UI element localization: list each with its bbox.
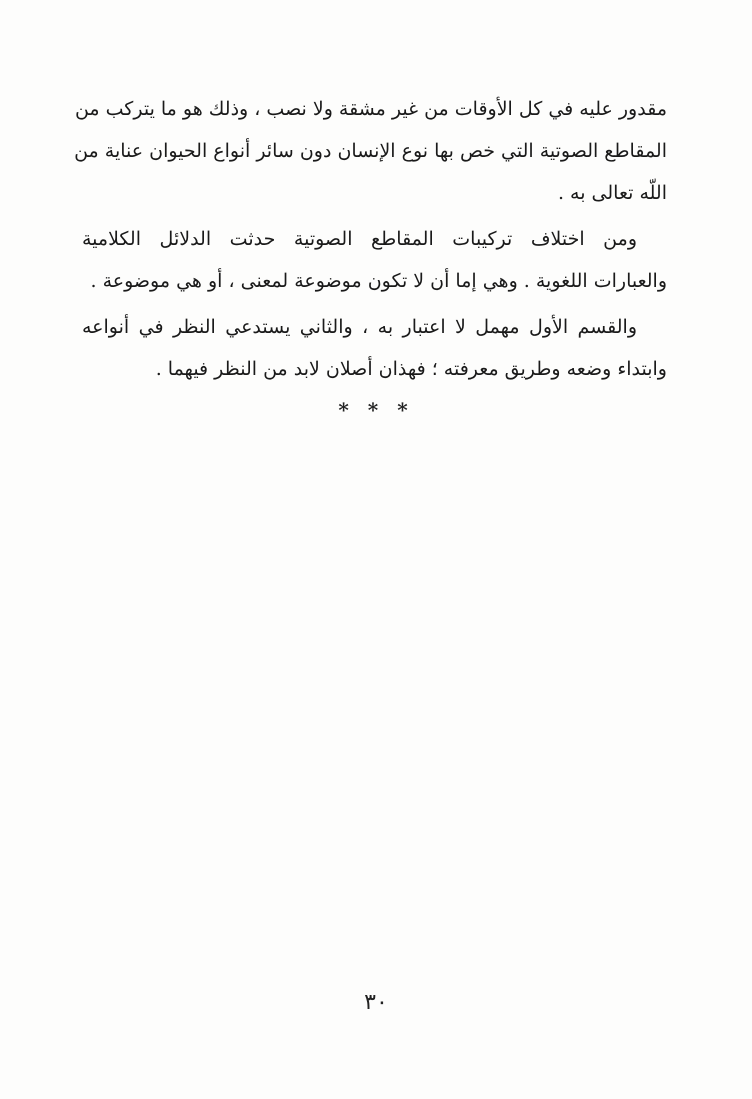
paragraph-1-line-3: اللّه تعالى به . [557,182,667,204]
paragraph-3-line-1: والقسم الأول مهمل لا اعتبار به ، والثاني يستدعي النظر في أنواعه [82,316,637,338]
paragraph-1-line-1: مقدور عليه في كل الأوقات من غير مشقة ولا نصب ، وذلك هو ما يتركب من [74,98,667,120]
paragraph-2 [82,218,667,302]
page-number: ٣٠ [364,990,388,1015]
paragraph-2-line-2: والعبارات اللغوية . وهي إما أن لا تكون موضوعة لمعنى ، أو هي موضوعة . [90,270,667,292]
section-separator: * * * [338,398,414,422]
paragraph-1-line-2: المقاطع الصوتية التي خص بها نوع الإنسان دون سائر أنواع الحيوان عناية من [74,140,667,162]
paragraph-2-line-1: ومن اختلاف تركيبات المقاطع الصوتية حدثت الدلائل الكلامية [82,228,637,250]
paragraph-3-line-2: وابتداء وضعه وطريق معرفته ؛ فهذان أصلان لابد من النظر فيهما . [155,358,667,380]
paragraph-1 [74,88,667,214]
paragraph-3 [82,306,667,390]
